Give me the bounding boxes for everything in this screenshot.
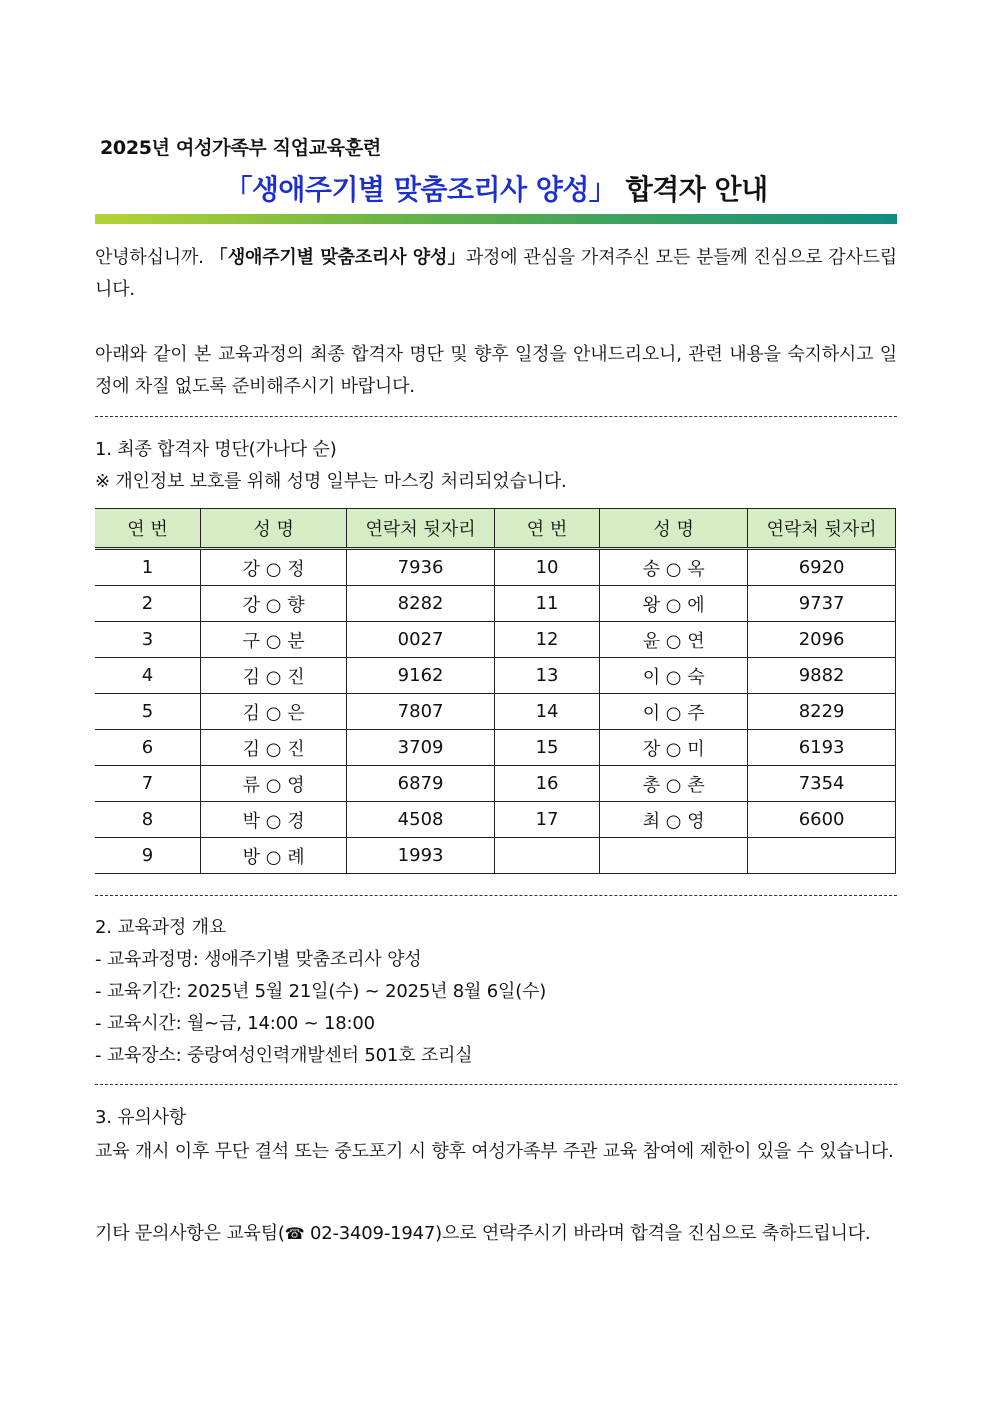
table-cell: 총 ○ 촌 [600,766,748,802]
table-row [95,658,896,694]
section2-heading: 2. 교육과정 개요 [95,917,226,938]
table-cell: 박 ○ 경 [201,802,347,838]
overview-item: - 교육기간: 2025년 5월 21일(수) ~ 2025년 8월 6일(수) [95,981,547,1002]
telephone-icon: ☎ [284,1224,305,1243]
table-cell: 14 [494,694,599,730]
gradient-divider [95,214,897,224]
table-cell: 4 [95,658,201,694]
table-cell: 7354 [748,766,896,802]
table-cell: 류 ○ 영 [201,766,347,802]
overview-item: - 교육시간: 월~금, 14:00 ~ 18:00 [95,1013,375,1034]
table-cell: 1993 [347,838,495,874]
table-cell: 15 [494,730,599,766]
table-row [95,802,896,838]
table-cell: 방 ○ 례 [201,838,347,874]
table-cell: 6 [95,730,201,766]
intro-program-name: 「생애주기별 맞춤조리사 양성」 [209,247,466,268]
column-header: 연 번 [494,509,599,549]
table-cell: 강 ○ 향 [201,586,347,622]
table-cell: 9162 [347,658,495,694]
table-cell: 3709 [347,730,495,766]
table-cell: 이 ○ 주 [600,694,748,730]
column-header: 성 명 [600,509,748,549]
table-cell: 송 ○ 옥 [600,549,748,586]
table-row [95,622,896,658]
table-cell: 김 ○ 진 [201,730,347,766]
column-header: 연락처 뒷자리 [347,509,495,549]
table-cell [494,838,599,874]
column-header: 연락처 뒷자리 [748,509,896,549]
table-cell: 이 ○ 숙 [600,658,748,694]
table-cell: 4508 [347,802,495,838]
overview-item: - 교육과정명: 생애주기별 맞춤조리사 양성 [95,949,422,970]
table-cell: 13 [494,658,599,694]
table-row [95,549,896,586]
table-cell: 12 [494,622,599,658]
table-cell: 9737 [748,586,896,622]
table-cell: 0027 [347,622,495,658]
table-row [95,694,896,730]
table-row [95,838,896,874]
table-cell: 9 [95,838,201,874]
table-cell [748,838,896,874]
table-cell: 6600 [748,802,896,838]
table-header-row [95,509,896,549]
table-cell: 8229 [748,694,896,730]
intro-paragraph-2: 아래와 같이 본 교육과정의 최종 합격자 명단 및 향후 일정을 안내드리오니, 관련 내용을 숙지하시고 일정에 차질 없도록 준비해주시기 바랍니다. [95,344,897,397]
privacy-note: ※ 개인정보 보호를 위해 성명 일부는 마스킹 처리되었습니다. [95,471,567,492]
table-cell [600,838,748,874]
column-header: 성 명 [201,509,347,549]
table-cell: 5 [95,694,201,730]
table-cell: 6879 [347,766,495,802]
table-cell: 3 [95,622,201,658]
table-cell: 2096 [748,622,896,658]
table-cell: 김 ○ 진 [201,658,347,694]
table-cell: 11 [494,586,599,622]
section1-heading: 1. 최종 합격자 명단(가나다 순) [95,439,337,460]
notice-subtitle: 2025년 여성가족부 직업교육훈련 [100,137,381,159]
admitted-list-table [95,508,896,874]
closing-paragraph: 기타 문의사항은 교육팀(☎ 02-3409-1947)으로 연락주시기 바라며 합격을 진심으로 축하드립니다. [95,1223,871,1244]
table-cell: 왕 ○ 에 [600,586,748,622]
title-suffix: 합격자 안내 [616,173,768,206]
program-name: 「생애주기별 맞춤조리사 양성」 [224,173,617,206]
table-cell: 10 [494,549,599,586]
table-cell: 8282 [347,586,495,622]
table-cell: 7807 [347,694,495,730]
table-cell: 구 ○ 분 [201,622,347,658]
contact-phone: 02-3409-1947 [304,1223,436,1244]
dashed-divider [95,1084,897,1085]
table-cell: 6193 [748,730,896,766]
table-cell: 7936 [347,549,495,586]
column-header: 연 번 [95,509,201,549]
table-cell: 17 [494,802,599,838]
table-cell: 2 [95,586,201,622]
table-cell: 1 [95,549,201,586]
section3-heading: 3. 유의사항 [95,1107,187,1128]
dashed-divider [95,416,897,417]
table-row [95,766,896,802]
table-cell: 7 [95,766,201,802]
table-cell: 장 ○ 미 [600,730,748,766]
intro-paragraph-1: 안녕하십니까. 「생애주기별 맞춤조리사 양성」과정에 관심을 가져주신 모든 분들께 진심으로 감사드립니다. [95,247,897,300]
caution-text: 교육 개시 이후 무단 결석 또는 중도포기 시 향후 여성가족부 주관 교육 참여에 제한이 있을 수 있습니다. [95,1141,894,1162]
table-cell: 윤 ○ 연 [600,622,748,658]
table-cell: 최 ○ 영 [600,802,748,838]
table-cell: 9882 [748,658,896,694]
table-cell: 김 ○ 은 [201,694,347,730]
dashed-divider [95,895,897,896]
table-cell: 16 [494,766,599,802]
table-cell: 8 [95,802,201,838]
table-cell: 강 ○ 정 [201,549,347,586]
overview-item: - 교육장소: 중랑여성인력개발센터 501호 조리실 [95,1045,473,1066]
table-cell: 6920 [748,549,896,586]
table-row [95,586,896,622]
notice-title [95,168,897,208]
table-row [95,730,896,766]
